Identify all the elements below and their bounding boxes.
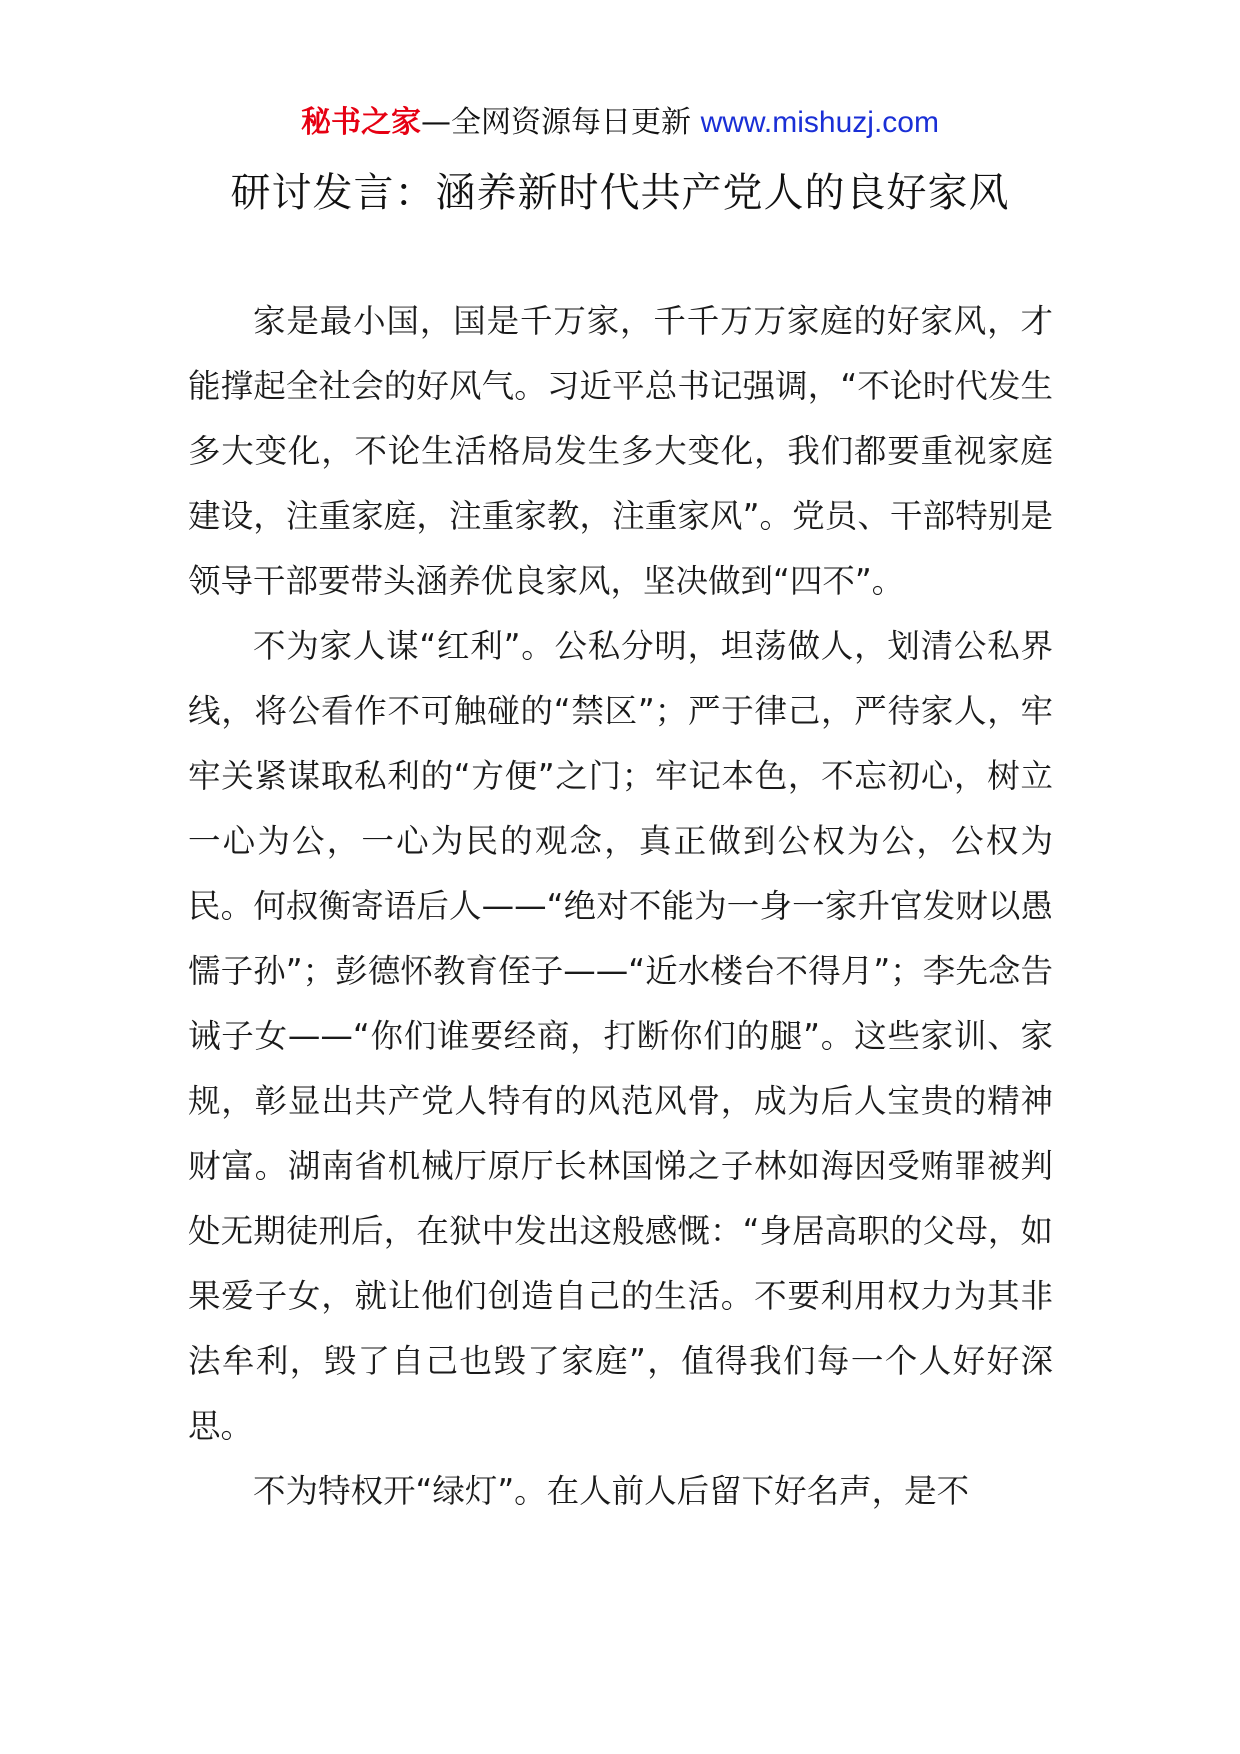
document-title: 研讨发言：涵养新时代共产党人的良好家风 <box>230 170 1010 216</box>
site-header <box>0 103 1240 143</box>
paragraph: 不为家人谋“红利”。公私分明，坦荡做人，划清公私界线，将公看作不可触碰的“禁区”；严于律己，严待家人，牢牢关紧谋取私利的“方便”之门；牢记本色，不忘初心，树立一心为公，一心为民的观念，真正做到公权为公，公权为民。何叔衡寄语后人——“绝对不能为一身一家升官发财以愚懦子孙”；彭德怀教育侄子——“近水楼台不得月”；李先念告诫子女——“你们谁要经商，打断你们的腿”。这些家训、家规，彰显出共产党人特有的风范风骨，成为后人宝贵的精神财富。湖南省机械厅原厅长林国悌之子林如海因受贿罪被判处无期徒刑后，在狱中发出这般感慨：“身居高职的父母，如果爱子女，就让他们创造自己的生活。不要利用权力为其非法牟利，毁了自己也毁了家庭”，值得我们每一个人好好深思。 <box>188 627 1053 1445</box>
document-body <box>188 289 1053 1524</box>
paragraph: 不为特权开“绿灯”。在人前人后留下好名声，是不 <box>253 1472 970 1510</box>
site-url-link[interactable]: www.mishuzj.com <box>700 106 939 139</box>
site-tagline: —全网资源每日更新 <box>421 105 701 140</box>
site-brand: 秘书之家 <box>301 105 422 140</box>
paragraph: 家是最小国，国是千万家，千千万万家庭的好家风，才能撑起全社会的好风气。习近平总书记强调，“不论时代发生多大变化，不论生活格局发生多大变化，我们都要重视家庭建设，注重家庭，注重家教，注重家风”。党员、干部特别是领导干部要带头涵养优良家风，坚决做到“四不”。 <box>188 302 1053 600</box>
